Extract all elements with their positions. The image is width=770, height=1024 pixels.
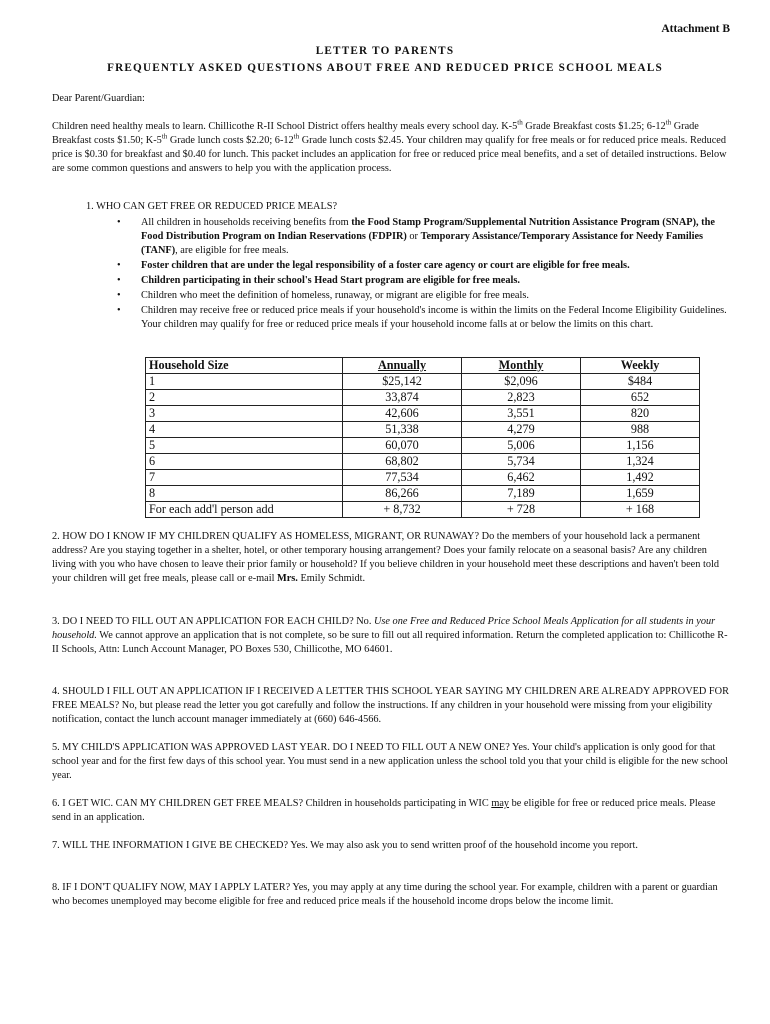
list-item: • Foster children that are under the legal responsibility of a foster care agency or court are eligible for free meals.: [117, 259, 732, 273]
header-weekly: Weekly: [581, 358, 700, 374]
table-row: [146, 454, 700, 470]
intro-paragraph: Children need healthy meals to learn. Chillicothe R-II School District offers healthy meals every school day. K-5th Grade Breakfast costs $1.25; 6-12th Grade Breakfast costs $1.50; K-5th Grade lunch costs $2.20; 6-12th Grade lunch costs $2.45. Your children may qualify for free meals or for reduced price meals. Reduced price is $0.30 for breakfast and $0.40 for lunch. This packet includes an application for free or reduced price meal benefits, and a set of detailed instructions. Below are some common questions and answers to help you with the application process.: [52, 118, 727, 174]
header-monthly: Monthly: [462, 358, 581, 374]
faq-title: FREQUENTLY ASKED QUESTIONS ABOUT FREE AND REDUCED PRICE SCHOOL MEALS: [107, 62, 663, 74]
cell-weekly: 1,492: [581, 470, 700, 486]
cell-weekly: 820: [581, 406, 700, 422]
cell-size: 4: [146, 422, 343, 438]
cell-annually: 77,534: [343, 470, 462, 486]
cell-size: 3: [146, 406, 343, 422]
cell-size: 6: [146, 454, 343, 470]
question-3: 3. DO I NEED TO FILL OUT AN APPLICATION FOR EACH CHILD? No. Use one Free and Reduced Price School Meals Application for all students in your household. We cannot approve an application that is not complete, so be sure to fill out all required information. Return the completed application to: Chillicothe R-II Schools, Attn: Lunch Account Manager, PO Boxes 530, Chillicothe, MO 64601.: [52, 616, 728, 655]
question-7: 7. WILL THE INFORMATION I GIVE BE CHECKED? Yes. We may also ask you to send written proof of the household income you report.: [52, 840, 638, 851]
cell-size: 5: [146, 438, 343, 454]
cell-annually: 68,802: [343, 454, 462, 470]
table-row: [146, 486, 700, 502]
cell-size: 7: [146, 470, 343, 486]
cell-weekly: 1,156: [581, 438, 700, 454]
cell-annually: 42,606: [343, 406, 462, 422]
cell-size: 1: [146, 374, 343, 390]
table-header-row: [146, 358, 700, 374]
table-row: [146, 470, 700, 486]
cell-weekly: + 168: [581, 502, 700, 518]
header-annually: Annually: [343, 358, 462, 374]
list-item: • Children participating in their school's Head Start program are eligible for free meals.: [117, 274, 732, 288]
question-6: 6. I GET WIC. CAN MY CHILDREN GET FREE MEALS? Children in households participating in WIC may be eligible for free or reduced price meals. Please send in an application.: [52, 798, 716, 823]
table-row: [146, 406, 700, 422]
cell-annually: 33,874: [343, 390, 462, 406]
list-item: • All children in households receiving benefits from the Food Stamp Program/Supplemental Nutrition Assistance Program (SNAP), the Food Distribution Program on Indian Reservations (FDPIR) or Temporary Assistance/Temporary Assistance for Needy Families (TANF), are eligible for free meals.: [117, 216, 732, 258]
greeting: Dear Parent/Guardian:: [52, 93, 145, 104]
cell-annually: $25,142: [343, 374, 462, 390]
question-4: 4. SHOULD I FILL OUT AN APPLICATION IF I RECEIVED A LETTER THIS SCHOOL YEAR SAYING MY CHILDREN ARE ALREADY APPROVED FOR FREE MEALS? No, but please read the letter you got carefully and follow the instructions. If any children in your household were missing from your eligibility notification, contact the lunch account manager immediately at (660) 646-4566.: [52, 686, 729, 725]
cell-monthly: 6,462: [462, 470, 581, 486]
attachment-label: Attachment B: [661, 23, 730, 35]
cell-monthly: 2,823: [462, 390, 581, 406]
cell-weekly: $484: [581, 374, 700, 390]
cell-size: 2: [146, 390, 343, 406]
income-guidelines-table: [145, 357, 700, 518]
eligibility-list: [117, 216, 732, 333]
cell-monthly: 5,734: [462, 454, 581, 470]
table-row: [146, 422, 700, 438]
cell-weekly: 1,659: [581, 486, 700, 502]
cell-size: For each add'l person add: [146, 502, 343, 518]
cell-monthly: 5,006: [462, 438, 581, 454]
cell-monthly: $2,096: [462, 374, 581, 390]
cell-monthly: 4,279: [462, 422, 581, 438]
question-5: 5. MY CHILD'S APPLICATION WAS APPROVED LAST YEAR. DO I NEED TO FILL OUT A NEW ONE? Yes. Your child's application is only good for that school year and for the first few days of this school year. You must send in a new application unless the school told you that your child is eligible for the new school year.: [52, 742, 729, 781]
question-2: 2. HOW DO I KNOW IF MY CHILDREN QUALIFY AS HOMELESS, MIGRANT, OR RUNAWAY? Do the members of your household lack a permanent address? Are you staying together in a shelter, hotel, or other temporary housing arrangement? Does your family relocate on a seasonal basis? Are any children living with you who have chosen to leave their prior family or household? If you believe children in your household meet these descriptions and haven't been told your children will get free meals, please call or e-mail Mrs. Emily Schmidt.: [52, 531, 719, 584]
cell-annually: 60,070: [343, 438, 462, 454]
table-row: [146, 390, 700, 406]
header-household-size: Household Size: [146, 358, 343, 374]
cell-weekly: 1,324: [581, 454, 700, 470]
cell-weekly: 988: [581, 422, 700, 438]
letter-title: LETTER TO PARENTS: [315, 45, 455, 57]
table-row: [146, 374, 700, 390]
cell-annually: 51,338: [343, 422, 462, 438]
cell-monthly: + 728: [462, 502, 581, 518]
cell-monthly: 3,551: [462, 406, 581, 422]
cell-monthly: 7,189: [462, 486, 581, 502]
table-row: [146, 502, 700, 518]
question-1: 1. WHO CAN GET FREE OR REDUCED PRICE MEALS?: [86, 201, 338, 212]
list-item: • Children may receive free or reduced price meals if your household's income is within the limits on the Federal Income Eligibility Guidelines. Your children may qualify for free or reduced price meals if your household income falls at or below the limits on this chart.: [117, 304, 732, 332]
cell-annually: 86,266: [343, 486, 462, 502]
table-row: [146, 438, 700, 454]
cell-weekly: 652: [581, 390, 700, 406]
cell-size: 8: [146, 486, 343, 502]
question-8: 8. IF I DON'T QUALIFY NOW, MAY I APPLY LATER? Yes, you may apply at any time during the school year. For example, children with a parent or guardian who becomes unemployed may become eligible for free and reduced price meals if the household income drops below the income limit.: [52, 882, 718, 907]
list-item: • Children who meet the definition of homeless, runaway, or migrant are eligible for free meals.: [117, 289, 732, 303]
cell-annually: + 8,732: [343, 502, 462, 518]
